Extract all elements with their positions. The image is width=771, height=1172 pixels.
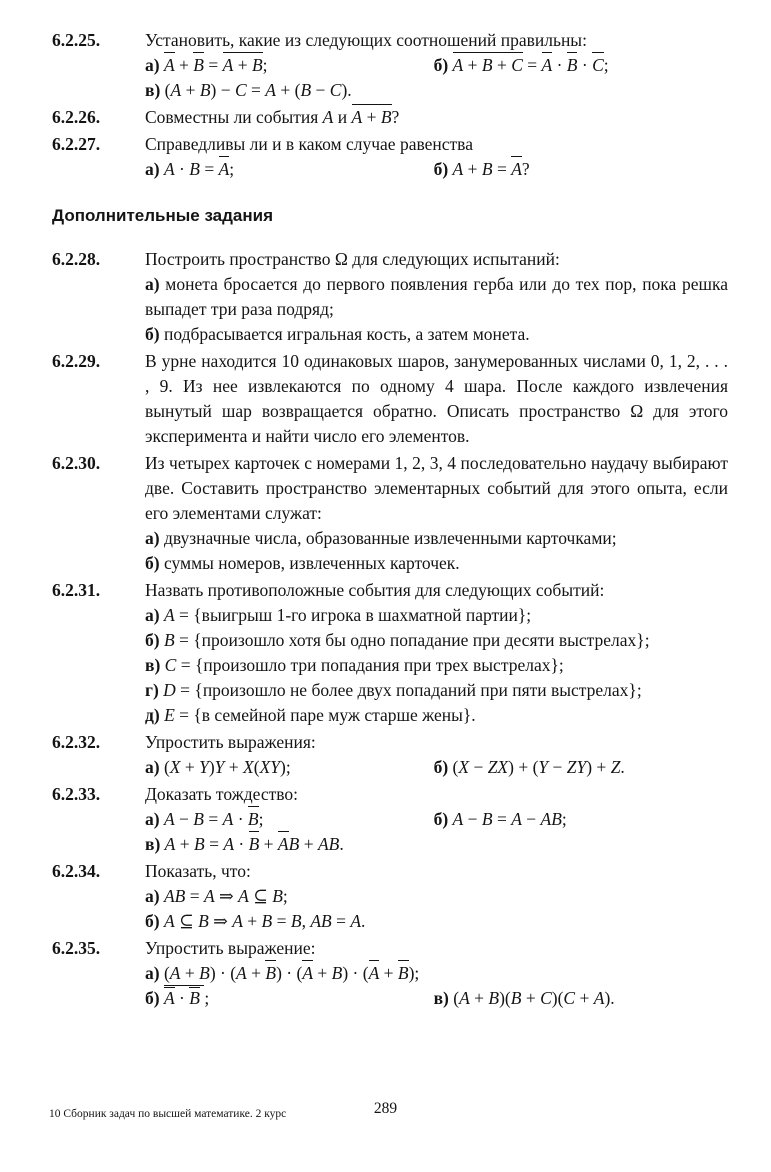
problem-body [145,105,728,130]
text-line: г) D = {произошло не более двух попаданий при пяти выстрелах}; [145,680,642,700]
problem [52,782,728,857]
problem-body [145,28,728,103]
text-line: а) A = {выигрыш 1-го игрока в шахматной партии}; [145,605,532,625]
column-item: б) A + B = A? [434,157,728,182]
problem [52,349,728,449]
problem-body [145,782,728,857]
problem-number: 6.2.28. [52,249,101,269]
overline: A [542,52,553,75]
overline: B [398,960,409,983]
column-item: а) A · B = A; [145,157,434,182]
problem-number: 6.2.34. [52,861,101,881]
overline: B [248,806,259,829]
problem [52,859,728,934]
text-line: а) двузначные числа, образованные извлеченными карточками; [145,528,617,548]
overline: A [164,52,175,75]
overline: A [163,988,175,1008]
overline: A + B [223,52,263,75]
overline: A [278,831,289,854]
column-item: в) (A + B)(B + C)(C + A). [433,988,615,1008]
problem-body [145,451,728,576]
problem-body [145,859,728,934]
column-item: б) A + B + C = A · B · C; [434,53,728,78]
problem-number: 6.2.27. [52,134,101,154]
two-column-line [145,755,728,780]
two-column-line [145,986,728,1011]
text-line: б) подбрасывается игральная кость, а затем монета. [145,324,530,344]
overline: C [592,52,604,75]
text-line: в) (A + B) − C = A + (B − C). [145,80,352,100]
section-heading: Дополнительные задания [52,206,274,225]
text-line: Упростить выражение: [145,938,316,958]
problem-body [145,936,728,1011]
text-line: Доказать тождество: [145,784,299,804]
content [52,28,728,1013]
text-line: б) B = {произошло хотя бы одно попадание при десяти выстрелах}; [145,630,650,650]
text-line: Назвать противоположные события для следующих событий: [145,580,605,600]
problem [52,28,728,103]
text-line: Построить пространство Ω для следующих испытаний: [145,249,560,269]
text-line: Упростить выражения: [145,732,316,752]
overline: A [511,156,522,179]
text-line: б) A ⊆ B ⇒ A + B = B, AB = A. [145,911,366,931]
print-signature: 10 Сборник задач по высшей математике. 2 курс [49,1108,287,1120]
overline: B [567,52,578,75]
overline: B [189,988,200,1008]
problem-body [145,578,728,728]
problem-body [145,349,728,449]
column-item: а) A + B = A + B; [145,53,434,78]
problem-number: 6.2.31. [52,580,101,600]
overline: A + B [352,104,392,127]
column-item: б) A · B ; [145,986,434,1011]
column-item: а) A − B = A · B; [145,807,434,832]
problem-number: 6.2.32. [52,732,101,752]
overline: A · B [164,985,204,1008]
text-line: б) суммы номеров, извлеченных карточек. [145,553,460,573]
text-line: В урне находится 10 одинаковых шаров, занумерованных числами 0, 1, 2, . . . , 9. Из нее извлекаются по одному 4 шара. После каждого извлечения вынутый шар возвращается обратно. Описать пространство Ω для этого эксперимента и найти число его элементов. [145,351,728,446]
overline: A + B + C [453,52,523,75]
text-line: Показать, что: [145,861,251,881]
overline: B [265,960,276,983]
page-number: 289 [373,1100,398,1117]
overline: A [219,156,230,179]
overline: A [302,960,313,983]
problem [52,451,728,576]
problem-number: 6.2.35. [52,938,101,958]
problem [52,578,728,728]
text-line: в) C = {произошло три попадания при трех выстрелах}; [145,655,564,675]
text-line: Совместны ли события A и A + B? [145,105,728,130]
two-column-line [145,157,728,182]
overline: B [193,52,204,75]
text-line: в) A + B = A · B + AB + AB. [145,832,728,857]
problem-number: 6.2.25. [52,30,101,50]
problem-number: 6.2.33. [52,784,101,804]
text-line: а) AB = A ⇒ A ⊆ B; [145,886,288,906]
problem [52,132,728,182]
text-line: Установить, какие из следующих соотношений правильны: [145,30,587,50]
two-column-line [145,53,728,78]
overline: A [369,960,380,983]
problem-body [145,132,728,182]
problem-body [145,247,728,347]
text-line: Из четырех карточек с номерами 1, 2, 3, 4 последовательно наудачу выбирают две. Составить пространство элементарных событий для этого опыта, если его элементами служат: [145,453,728,523]
problem-body [145,730,728,780]
problem [52,730,728,780]
text-line: Справедливы ли и в каком случае равенства [145,134,473,154]
problem-number: 6.2.26. [52,107,101,127]
problem [52,936,728,1011]
column-item: б) (X − ZX) + (Y − ZY) + Z. [433,757,625,777]
text-line: а) (A + B) · (A + B) · (A + B) · (A + B); [145,961,728,986]
problem [52,105,728,130]
column-item: б) A − B = A − AB; [433,809,567,829]
text-line: д) E = {в семейной паре муж старше жены}. [145,705,476,725]
overline: B [249,831,260,854]
problem-number: 6.2.30. [52,453,101,473]
two-column-line [145,807,728,832]
problem [52,247,728,347]
page-footer [0,1094,771,1118]
text-line: а) монета бросается до первого появления герба или до тех пор, пока решка выпадет три раза подряд; [145,274,728,319]
column-item: а) (X + Y)Y + X(XY); [145,757,291,777]
problem-number: 6.2.29. [52,351,101,371]
